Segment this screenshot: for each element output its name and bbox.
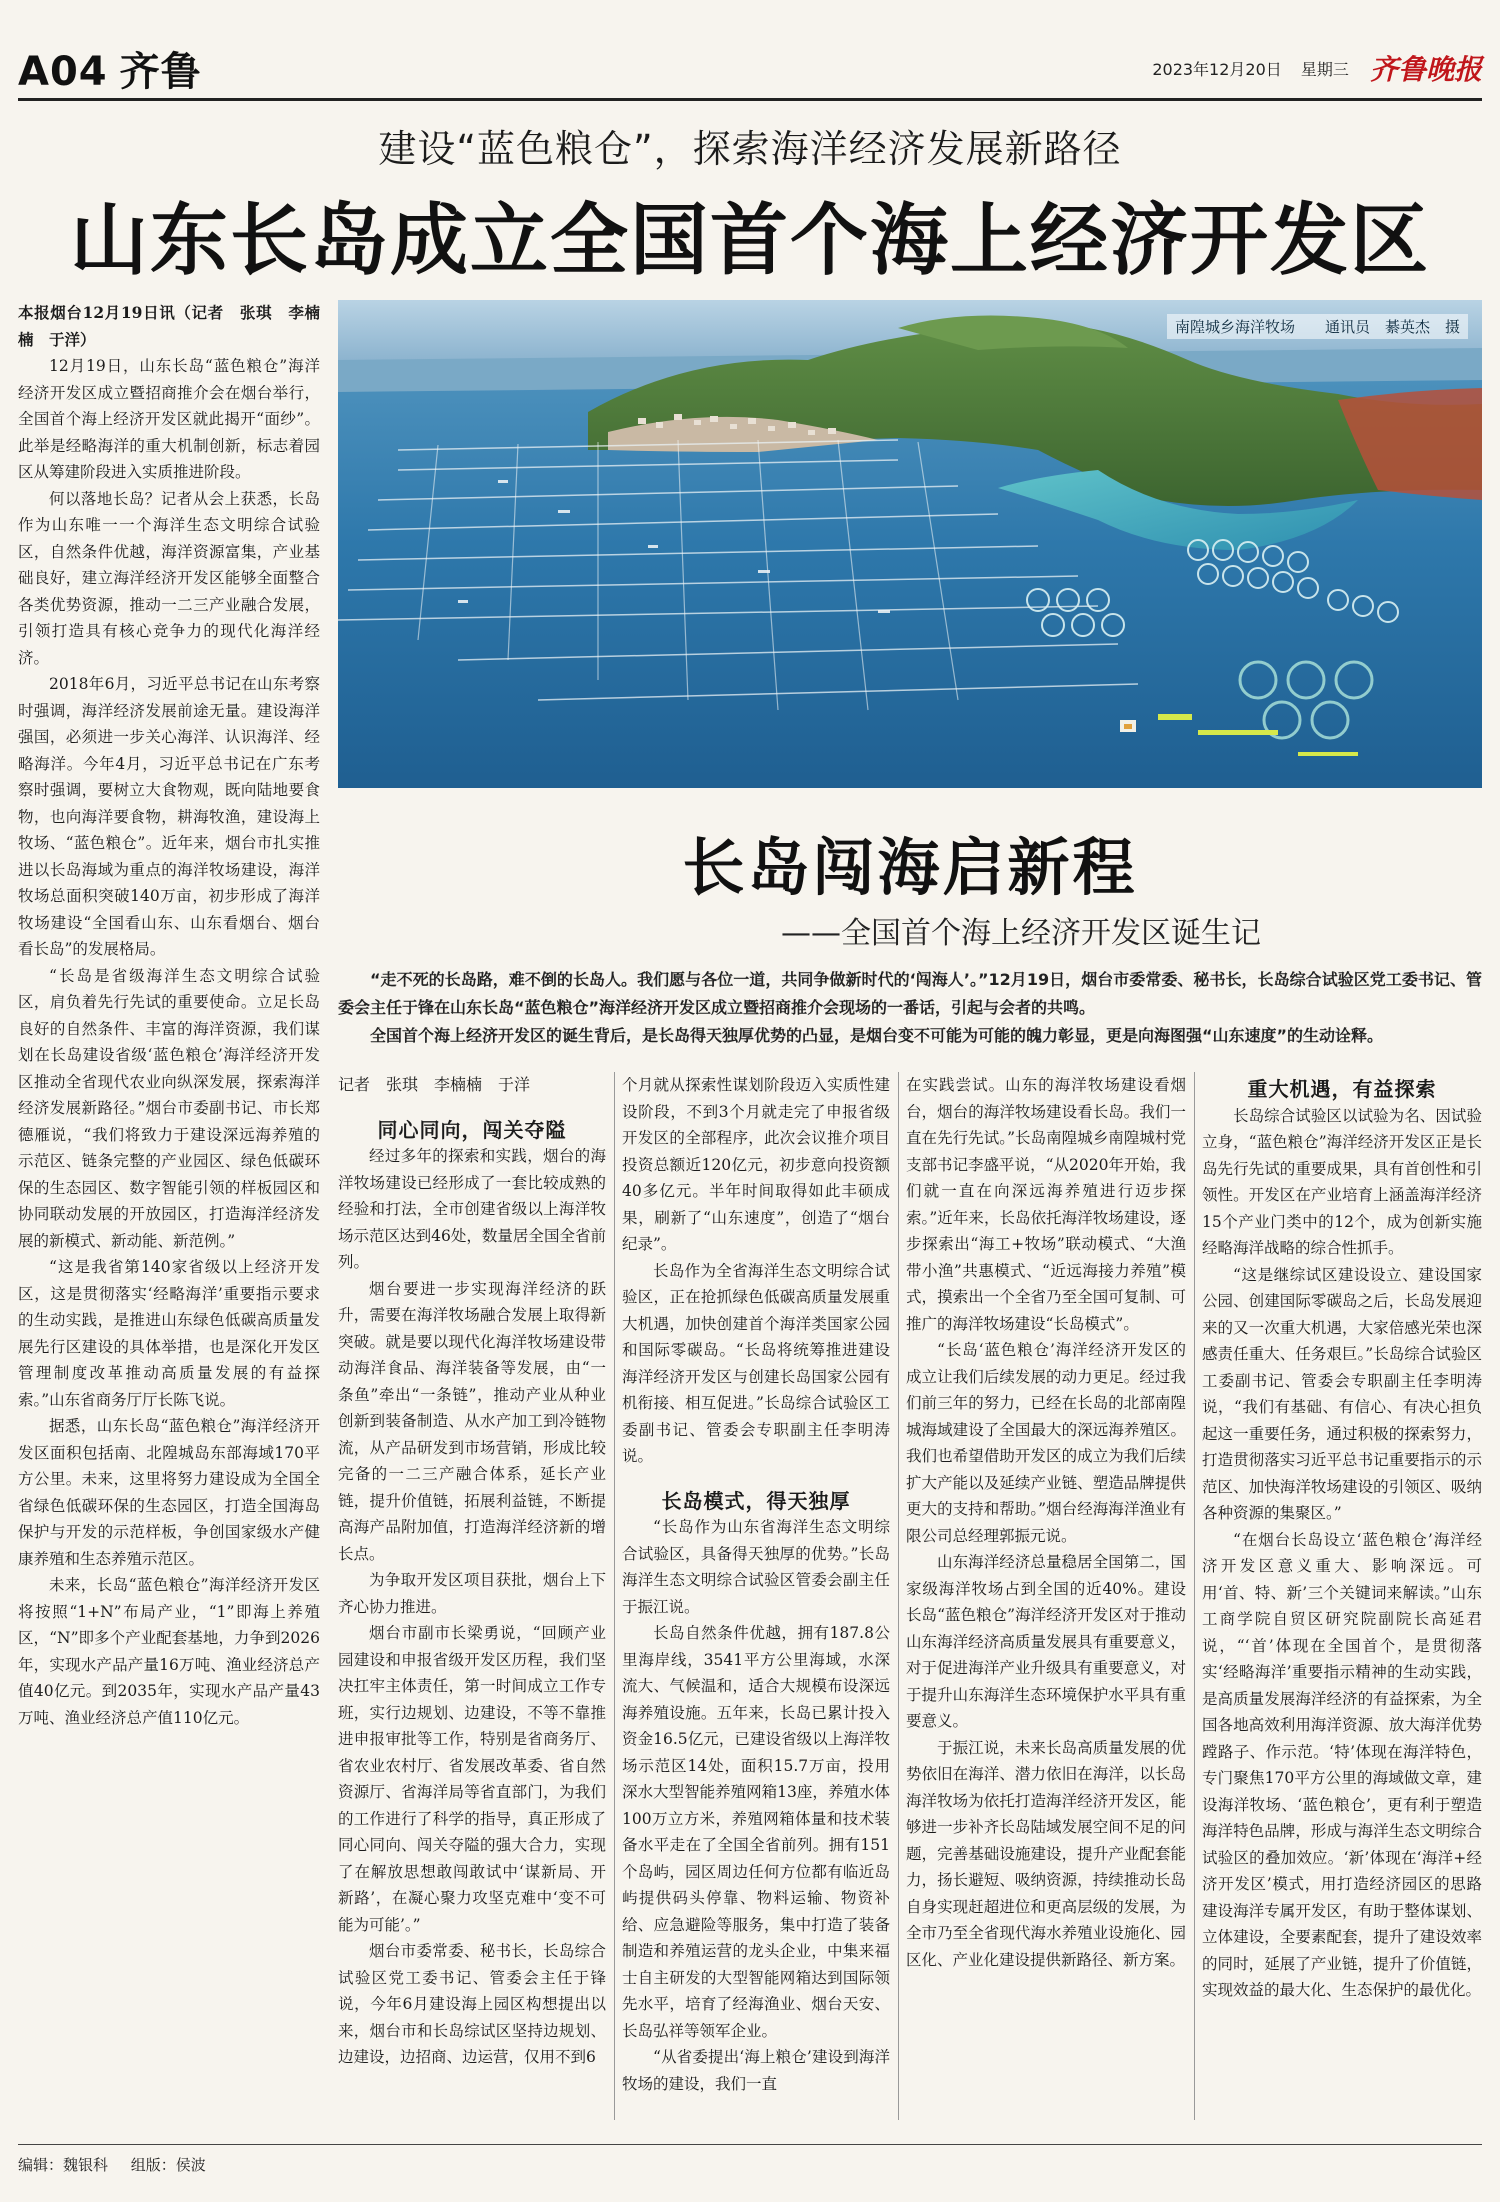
paragraph: “这是我省第140家省级以上经济开发区，这是贯彻落实‘经略海洋’重要指示要求的生动实践，是推进山东绿色低碳高质量发展先行区建设的具体举措，也是深化开发区管理制度改革推动高质量发展的有益探索。”山东省商务厅厅长陈飞说。 — [18, 1258, 320, 1409]
paragraph: 长岛自然条件优越，拥有187.8公里海岸线，3541平方公里海域，水深流大、气候温和，适合大规模布设深远海养殖设施。五年来，长岛已累计投入资金16.5亿元，已建设省级以上海洋牧场示范区14处，面积15.7万亩，投用深水大型智能养殖网箱13座，养殖水体100万立方米，养殖网箱体量和技术装备水平走在了全国全省前列。拥有151个岛屿，园区周边任何方位都有临近岛屿提供码头停靠、物料运输、物资补给、应急避险等服务，集中打造了装备制造和养殖运营的龙头企业，中集来福士自主研发的大型智能网箱达到国际领先水平，培育了经海渔业、烟台天安、长岛弘祥等领军企业。 — [622, 1624, 890, 2040]
issue-weekday: 星期三 — [1300, 59, 1349, 79]
kicker: 建设“蓝色粮仓”，探索海洋经济发展新路径 — [378, 127, 1122, 171]
photo-caption: 南隍城乡海洋牧场 通讯员 綦英杰 摄 — [1167, 314, 1468, 339]
aerial-photo — [338, 300, 1482, 788]
paragraph: 烟台要进一步实现海洋经济的跃升，需要在海洋牧场融合发展上取得新突破。就是要以现代化海洋牧场建设带动海洋食品、海洋装备等发展，由“一条鱼”牵出“一条链”，推动产业从种业创新到装备制造、从水产加工到冷链物流，从产品研发到市场营销，形成比较完备的一二三产融合体系，延长产业链，提升价值链，拓展利益链，不断提高海产品附加值，打造海洋经济新的增长点。 — [338, 1279, 606, 1563]
headline: 山东长岛成立全国首个海上经济开发区 — [69, 195, 1430, 286]
paragraph: 长岛作为全省海洋生态文明综合试验区，正在抢抓绿色低碳高质量发展重大机遇，加快创建首个海洋类国家公园和国际零碳岛。“长岛将统筹推进建设海洋经济开发区与创建长岛国家公园有机衔接、相互促进。”长岛综合试验区工委副书记、管委会专职副主任李明涛说。 — [622, 1261, 890, 1465]
feature-column-1 — [338, 1072, 606, 2120]
column-divider — [898, 1072, 899, 2120]
layout-credit: 组版：侯波 — [130, 2156, 206, 2174]
paragraph: “长岛作为山东省海洋生态文明综合试验区，具备得天独厚的优势。”长岛海洋生态文明综合试验区管委会副主任于振江说。 — [622, 1518, 890, 1616]
paragraph: “这是继综试区建设设立、建设国家公园、创建国际零碳岛之后，长岛发展迎来的又一次重大机遇，大家倍感光荣也深感责任重大、任务艰巨。”长岛综合试验区工委副书记、管委会专职副主任李明涛说，“我们有基础、有信心、有决心担负起这一重要任务，通过积极的探索努力，打造贯彻落实习近平总书记重要指示的示范区、加快海洋牧场建设的引领区、吸纳各种资源的集聚区。” — [1202, 1265, 1482, 1522]
paragraph: 在实践尝试。山东的海洋牧场建设看烟台，烟台的海洋牧场建设看长岛。我们一直在先行先试。”长岛南隍城乡南隍城村党支部书记李盛平说，“从2020年开始，我们就一直在向深远海养殖进行迈步探索。”近年来，长岛依托海洋牧场建设，逐步探索出“海工+牧场”联动模式、“大渔带小渔”共惠模式、“近远海接力养殖”模式，摸索出一个全省乃至全国可复制、可推广的海洋牧场建设“长岛模式”。 — [906, 1076, 1186, 1333]
page-number: A04 — [18, 49, 108, 95]
section-heading: 同心同向，闯关夺隘 — [377, 1117, 567, 1142]
paragraph: 何以落地长岛？记者从会上获悉，长岛作为山东唯一一个海洋生态文明综合试验区，自然条件优越，海洋资源富集，产业基础良好，建立海洋经济开发区能够全面整合各类优势资源，推动一二三产业融合发展，引领打造具有核心竞争力的现代化海洋经济。 — [18, 489, 320, 667]
main-story-column — [18, 300, 320, 2120]
section-heading: 重大机遇，有益探索 — [1247, 1077, 1437, 1101]
paragraph: “长岛‘蓝色粮仓’海洋经济开发区的成立让我们后续发展的动力更足。经过我们前三年的努力，已经在长岛的北部南隍城海域建设了全国最大的深远海养殖区。我们也希望借助开发区的成立为我们后续扩大产能以及延续产业链、塑造品牌提供更大的支持和帮助。”烟台经海海洋渔业有限公司总经理郭振元说。 — [906, 1341, 1186, 1545]
sea-ranch-photo-illustration — [338, 300, 1482, 788]
date-line — [1138, 48, 1482, 88]
feature-intro — [338, 966, 1482, 1050]
feature-column-4 — [1202, 1072, 1482, 2120]
feature-byline: 记者 张琪 李楠楠 于洋 — [338, 1075, 531, 1094]
feature-column-3 — [906, 1072, 1186, 2120]
page-section — [18, 40, 202, 97]
paragraph: 山东海洋经济总量稳居全国第二，国家级海洋牧场占到全国的近40%。建设长岛“蓝色粮仓”海洋经济开发区对于推动山东海洋经济高质量发展具有重要意义，对于促进海洋产业升级具有重要意义，对于提升山东海洋生态环境保护水平具有重要意义。 — [906, 1553, 1186, 1730]
section-heading: 长岛模式，得天独厚 — [661, 1488, 851, 1513]
paragraph: 据悉，山东长岛“蓝色粮仓”海洋经济开发区面积包括南、北隍城岛东部海域170平方公里。未来，这里将努力建设成为全国全省绿色低碳环保的生态园区，打造全国海岛保护与开发的示范样板，争创国家级水产健康养殖和生态养殖示范区。 — [18, 1417, 320, 1568]
paragraph: 烟台市委常委、秘书长，长岛综合试验区党工委书记、管委会主任于锋说，今年6月建设海上园区构想提出以来，烟台市和长岛综试区坚持边规划、边建设，边招商、边运营，仅用不到6 — [338, 1942, 606, 2066]
paragraph: 12月19日，山东长岛“蓝色粮仓”海洋经济开发区成立暨招商推介会在烟台举行，全国首个海上经济开发区就此揭开“面纱”。此举是经略海洋的重大机制创新，标志着园区从筹建阶段进入实质推进阶段。 — [18, 357, 320, 481]
paragraph: 2018年6月，习近平总书记在山东考察时强调，海洋经济发展前途无量。建设海洋强国，必须进一步关心海洋、认识海洋、经略海洋。今年4月，习近平总书记在广东考察时强调，要树立大食物观，既向陆地要食物，也向海洋要食物，耕海牧渔，建设海上牧场、“蓝色粮仓”。近年来，烟台市扎实推进以长岛海域为重点的海洋牧场建设，海洋牧场总面积突破140万亩，初步形成了海洋牧场建设“全国看山东、山东看烟台、烟台看长岛”的发展格局。 — [18, 675, 320, 958]
masthead-rule — [18, 98, 1482, 101]
paragraph: “长岛是省级海洋生态文明综合试验区，肩负着先行先试的重要使命。立足长岛良好的自然条件、丰富的海洋资源，我们谋划在长岛建设省级‘蓝色粮仓’海洋经济开发区推动全省现代农业向纵深发展，探索海洋经济发展新路径。”烟台市委副书记、市长郑德雁说，“我们将致力于建设深远海养殖的示范区、链条完整的产业园区、绿色低碳环保的生态园区、数字智能引领的样板园区和协同联动发展的开放园区，打造海洋经济发展的新模式、新动能、新范例。” — [18, 966, 320, 1250]
intro-paragraph: 全国首个海上经济开发区的诞生背后，是长岛得天独厚优势的凸显，是烟台变不可能为可能的魄力彰显，更是向海图强“山东速度”的生动诠释。 — [370, 1026, 1384, 1045]
paragraph: “在烟台长岛设立‘蓝色粮仓’海洋经济开发区意义重大、影响深远。可用‘首、特、新’三个关键词来解读。”山东工商学院自贸区研究院副院长高延君说，“‘首’体现在全国首个，是贯彻落实‘经略海洋’重要指示精神的生动实践，是高质量发展海洋经济的有益探索，为全国各地高效利用海洋资源、放大海洋优势蹚路子、作示范。‘特’体现在海洋特色，专门聚焦170平方公里的海域做文章，建设海洋牧场、‘蓝色粮仓’，更有利于塑造海洋特色品牌，形成与海洋生态文明综合试验区的叠加效应。‘新’体现在‘海洋+经济开发区’模式，用打造经济园区的思路建设海洋专属开发区，有助于整体谋划、立体建设，全要素配套，提升了建设效率的同时，延展了产业链，提升了价值链，实现效益的最大化、生态保护的最优化。 — [1202, 1530, 1482, 1999]
section-name: 齐鲁 — [119, 49, 202, 95]
intro-paragraph: “走不死的长岛路，难不倒的长岛人。我们愿与各位一道，共同争做新时代的‘闯海人’。”12月19日，烟台市委常委、秘书长，长岛综合试验区党工委书记、管委会主任于锋在山东长岛“蓝色粮仓”海洋经济开发区成立暨招商推介会现场的一番话，引起与会者的共鸣。 — [338, 970, 1482, 1017]
footer — [18, 2154, 224, 2175]
masthead — [18, 40, 1482, 98]
paragraph: 为争取开发区项目获批，烟台上下齐心协力推进。 — [338, 1571, 606, 1616]
editor-credit: 编辑：魏银科 — [18, 2156, 109, 2174]
paragraph: 烟台市副市长梁勇说，“回顾产业园建设和申报省级开发区历程，我们坚决扛牢主体责任，第一时间成立工作专班，实行边规划、边建设，不等不靠推进申报审批等工作，特别是省商务厅、省农业农村厅、省发展改革委、省自然资源厅、省海洋局等省直部门，为我们的工作进行了科学的指导，真正形成了同心同向、闯关夺隘的强大合力，实现了在解放思想敢闯敢试中‘谋新局、开新路’，在凝心聚力攻坚克难中‘变不可能为可能’。” — [338, 1624, 606, 1934]
paragraph: 未来，长岛“蓝色粮仓”海洋经济开发区将按照“1+N”布局产业，“1”即海上养殖区，“N”即多个产业配套基地，力争到2026年，实现水产品产量16万吨、渔业经济总产值40亿元。到2035年，实现水产品产量43万吨、渔业经济总产值110亿元。 — [18, 1576, 320, 1727]
paper-logo: 齐鲁晚报 — [1369, 53, 1482, 86]
issue-date: 2023年12月20日 — [1152, 59, 1282, 79]
dateline: 本报烟台12月19日讯（记者 张琪 李楠楠 于洋） — [18, 303, 320, 349]
footer-rule — [18, 2144, 1482, 2145]
column-divider — [614, 1072, 615, 2120]
feature-column-2 — [622, 1072, 890, 2120]
column-divider — [1194, 1072, 1195, 2120]
paragraph: 个月就从探索性谋划阶段迈入实质性建设阶段，不到3个月就走完了申报省级开发区的全部程序，此次会议推介项目投资总额近120亿元，初步意向投资额40多亿元。半年时间取得如此丰硕成果，刷新了“山东速度”，创造了“烟台纪录”。 — [622, 1076, 890, 1253]
feature-title: 长岛闯海启新程 — [682, 831, 1138, 904]
paragraph: 长岛综合试验区以试验为名、因试验立身，“蓝色粮仓”海洋经济开发区正是长岛先行先试的重要成果，具有首创性和引领性。开发区在产业培育上涵盖海洋经济15个产业门类中的12个，成为创新实施经略海洋战略的综合性抓手。 — [1202, 1106, 1482, 1257]
paragraph: 经过多年的探索和实践，烟台的海洋牧场建设已经形成了一套比较成熟的经验和打法，全市创建省级以上海洋牧场示范区达到46处，数量居全国全省前列。 — [338, 1147, 606, 1271]
paragraph: 于振江说，未来长岛高质量发展的优势依旧在海洋、潜力依旧在海洋，以长岛海洋牧场为依托打造海洋经济开发区，能够进一步补齐长岛陆域发展空间不足的问题，完善基础设施建设，提升产业配套能力，扬长避短、吸纳资源，持续推动长岛自身实现赶超进位和更高层级的发展，为全市乃至全省现代海水养殖业设施化、园区化、产业化建设提供新路径、新方案。 — [906, 1738, 1186, 1969]
paragraph: “从省委提出‘海上粮仓’建设到海洋牧场的建设，我们一直 — [622, 2048, 890, 2093]
feature-deck: ——全国首个海上经济开发区诞生记 — [781, 916, 1261, 951]
